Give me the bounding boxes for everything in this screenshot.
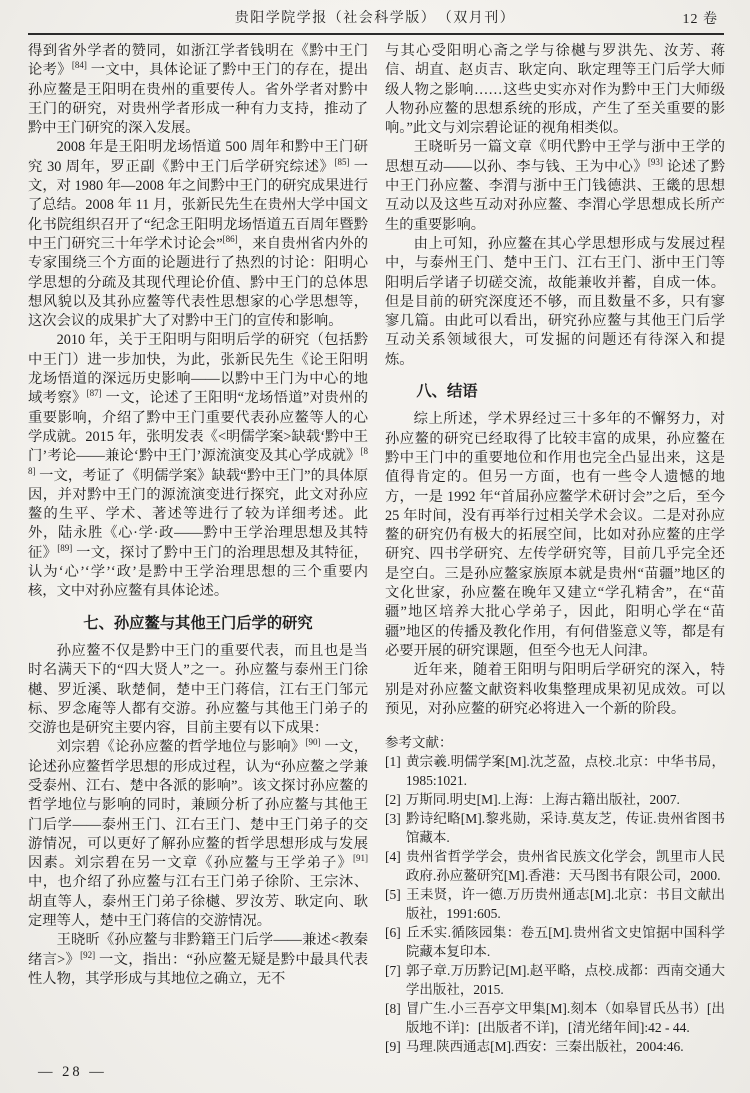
reference-item: [7] 郭子章.万历黔记[M].赵平略，点校.成都：西南交通大学出版社，2015. [385,963,725,998]
paragraph: 孙应鳌不仅是黔中王门的重要代表，而且也是当时名满天下的“四大贤人”之一。孙应鳌与泰州王门徐樾、罗近溪、耿楚侗，楚中王门蒋信，江右王门邹元标、罗念庵等人都有交游。孙应鳌与其他王门弟子的交游也是研究主要内容，目前主要有以下成果： [28,642,368,737]
page-number: — 28 — [38,1064,107,1080]
reference-item: [8] 冒广生.小三吾亭文甲集[M].刻本（如皋冒氏丛书）[出版地不详]：[出版者不详]，[清光绪年间]:42 - 44. [385,1001,725,1036]
reference-number: [4] [385,849,401,865]
reference-number: [6] [385,925,401,941]
journal-frequency: （双月刊） [444,11,516,26]
page-header [28,7,722,31]
citation-marker: [91] [353,853,368,864]
paragraph: 得到省外学者的赞同，如浙江学者钱明在《黔中王门论考》[84] 一文中，具体论证了黔中王门的存在，提出孙应鳌是王阳明在贵州的重要传人。省外学者对黔中王门的研究，对贵州学者形成一种有力支持，推动了黔中王门研究的深入发展。 [28,43,369,137]
citation-marker: [85] [334,157,350,168]
paragraph: 近年来，随着王阳明与阳明后学研究的深入，特别是对孙应鳌文献资料收集整理成果初见成效。可以预见，对孙应鳌的研究必将进入一个新的阶段。 [385,662,725,717]
journal-title-line [28,7,722,27]
paragraph: 综上所述，学术界经过三十多年的不懈努力，对孙应鳌的研究已经取得了比较丰富的成果，孙应鳌在黔中王门中的重要地位和作用也完全凸显出来，这是值得肯定的。但另一方面，也有一些令人遗憾的地方，一是 1992 年“首届孙应鳌学术研讨会”之后，至今 25 年时间，没有再举行过相关学术会议。二是对孙应鳌的研究仍有极大的拓展空间，比如对孙应鳌的庄学研究、四书学研究、左传学研究等，目前几乎完全还是空白。三是孙应鳌家族原本就是贵州“苗疆”地区的文化世家，孙应鳌在晚年又建立“学孔精舍”，在“苗疆”地区培养大批心学弟子，因此，阳明心学在“苗疆”地区的传播及教化作用，有何借鉴意义等，都是有必要开展的研究课题，但至今也无人问津。 [385,411,725,659]
reference-item: [5] 王耒贤，许一德.万历贵州通志[M].北京：书目文献出版社，1991:605. [385,887,725,922]
reference-number: [2] [385,792,401,808]
reference-number: [1] [385,754,401,770]
reference-number: [8] [385,1001,401,1017]
paragraph: 由上可知，孙应鳌在其心学思想形成与发展过程中，与泰州王门、楚中王门、江右王门、浙中王门等阳明后学诸子切磋交流，故能兼收并蓄，自成一体。但是目前的研究深度还不够，而且数量不多，只有寥寥几篇。由此可以看出，研究孙应鳌与其他王门后学互动关系领域很大，可发掘的问题还有待深入和提炼。 [385,235,725,368]
citation-marker: [90] [305,737,321,748]
reference-item: [6] 丘禾实.循陔园集：卷五[M].贵州省文史馆据中国科学院藏本复印本. [385,925,725,960]
reference-number: [3] [385,811,401,827]
paragraph: 刘宗碧《论孙应鳌的哲学地位与影响》[90] 一文，论述孙应鳌哲学思想的形成过程，认为“孙应鳌之学兼受泰州、江右、楚中各派的影响”。该文探讨孙应鳌的哲学地位与影响的同时，兼顾分析了孙应鳌与其他王门后学——泰州王门、江右王门、楚中王门弟子的交游情况，可以更好了解孙应鳌的哲学思想形成与发展因素。刘宗碧在另一文章《孙应鳌与王学弟子》[91] 中，也介绍了孙应鳌与江右王门弟子徐阶、王宗沐、胡直等人，泰州王门弟子徐樾、罗汝芳、耿定向、耿定理等人，楚中王门蒋信的交游情况。 [28,737,368,930]
citation-marker: [86] [222,234,238,245]
reference-item: [4] 贵州省哲学学会，贵州省民族文化学会，凯里市人民政府.孙应鳌研究[M].香港：天马图书有限公司，2000. [385,849,725,884]
right-column [385,42,725,1056]
citation-marker: [92] [80,949,96,960]
volume-label: 12 卷 [682,12,718,27]
section-heading: 七、孙应鳌与其他王门后学的研究 [83,614,313,632]
journal-title: 贵阳学院学报（社会科学版） [234,11,430,26]
reference-number: [5] [385,887,401,903]
paragraph: 王晓昕另一篇文章《明代黔中王学与浙中王学的思想互动——以孙、李与钱、王为中心》[93] 论述了黔中王门孙应鳌、李渭与浙中王门钱德洪、王畿的思想互动以及这些互动对孙应鳌、李渭心学思想成长所产生的重要影响。 [385,139,725,233]
citation-marker: [93] [647,157,663,168]
reference-item: [1] 黄宗羲.明儒学案[M].沈芝盈，点校.北京：中华书局，1985:1021. [385,754,725,789]
header-rule [28,33,724,35]
reference-item: [2] 万斯同.明史[M].上海：上海古籍出版社，2007. [385,792,680,808]
reference-item: [9] 马理.陕西通志[M].西安：三秦出版社，2004:46. [385,1039,684,1055]
reference-number: [9] [385,1039,401,1055]
citation-marker: [89] [57,542,73,553]
reference-number: [7] [385,963,401,979]
paragraph: 2010 年，关于王阳明与阳明后学的研究（包括黔中王门）进一步加快，为此，张新民先生《论王阳明龙场悟道的深远历史影响——以黔中王门为中心的地域考察》[87] 一文，论述了王阳明“龙场悟道”对贵州的重要影响，介绍了黔中王门重要代表孙应鳌等人的心学成就。2015 年，张明发表《<明儒学案>缺载‘黔中王门’考论——兼论‘黔中王门’源流演变及其心学成就》[88] 一文，考证了《明儒学案》缺载“黔中王门”的具体原因，并对黔中王门的源流演变进行探究，此文对孙应鳌的生平、学术、著述等进行了较为详细考述。此外，陆永胜《心·学·政——黔中王学治理思想及其特征》[89] 一文，探讨了黔中王门的治理思想及其特征，认为‘心’‘学’‘政’是黔中王学治理思想的三个重要内核，文中对孙应鳌有具体论述。 [28,332,369,600]
citation-marker: [88] [28,446,368,476]
citation-marker: [87] [86,388,102,399]
section-heading: 八、结语 [416,383,478,401]
page-footer [38,1064,107,1081]
reference-item: [3] 黔诗纪略[M].黎兆勋，采诗.莫友芝，传证.贵州省图书馆藏本. [385,811,725,846]
references-title: 参考文献： [385,735,453,751]
paragraph: 与其心受阳明心斋之学与徐樾与罗洪先、汝芳、蒋信、胡直、赵贞吉、耿定向、耿定理等王门后学大师级人物之影响……这些史实亦对作为黔中王门大师级人物孙应鳌的思想系统的形成，产生了至关重要的影响。”此文与刘宗碧论证的视角相类似。 [385,43,725,137]
citation-marker: [84] [71,60,87,71]
paragraph: 王晓昕《孙应鳌与非黔籍王门后学——兼述<教秦绪言>》[92] 一文，指出：“孙应鳌无疑是黔中最具代表性人物，其学形成与其地位之确立，无不 [28,932,368,987]
left-column [28,42,368,1056]
article-body [28,42,725,1056]
paragraph: 2008 年是王阳明龙场悟道 500 周年和黔中王门研究 30 周年，罗正副《黔中王门后学研究综述》[85] 一文，对 1980 年—2008 年之间黔中王门的研究成果进行了总结。2008 年 11 月，张新民先生在贵州大学中国文化书院组织召开了“纪念王阳明龙场悟道五百周年暨黔中王门研究三十年学术讨论会”[86]，来自贵州省内外的专家围绕三个方面的论题进行了热烈的讨论：阳明心学思想的分疏及其现代理论价值、黔中王门的总体思想风貌以及其孙应鳌等代表性思想家的心学思想等，这次会议的成果扩大了对黔中王门的宣传和影响。 [28,139,368,330]
